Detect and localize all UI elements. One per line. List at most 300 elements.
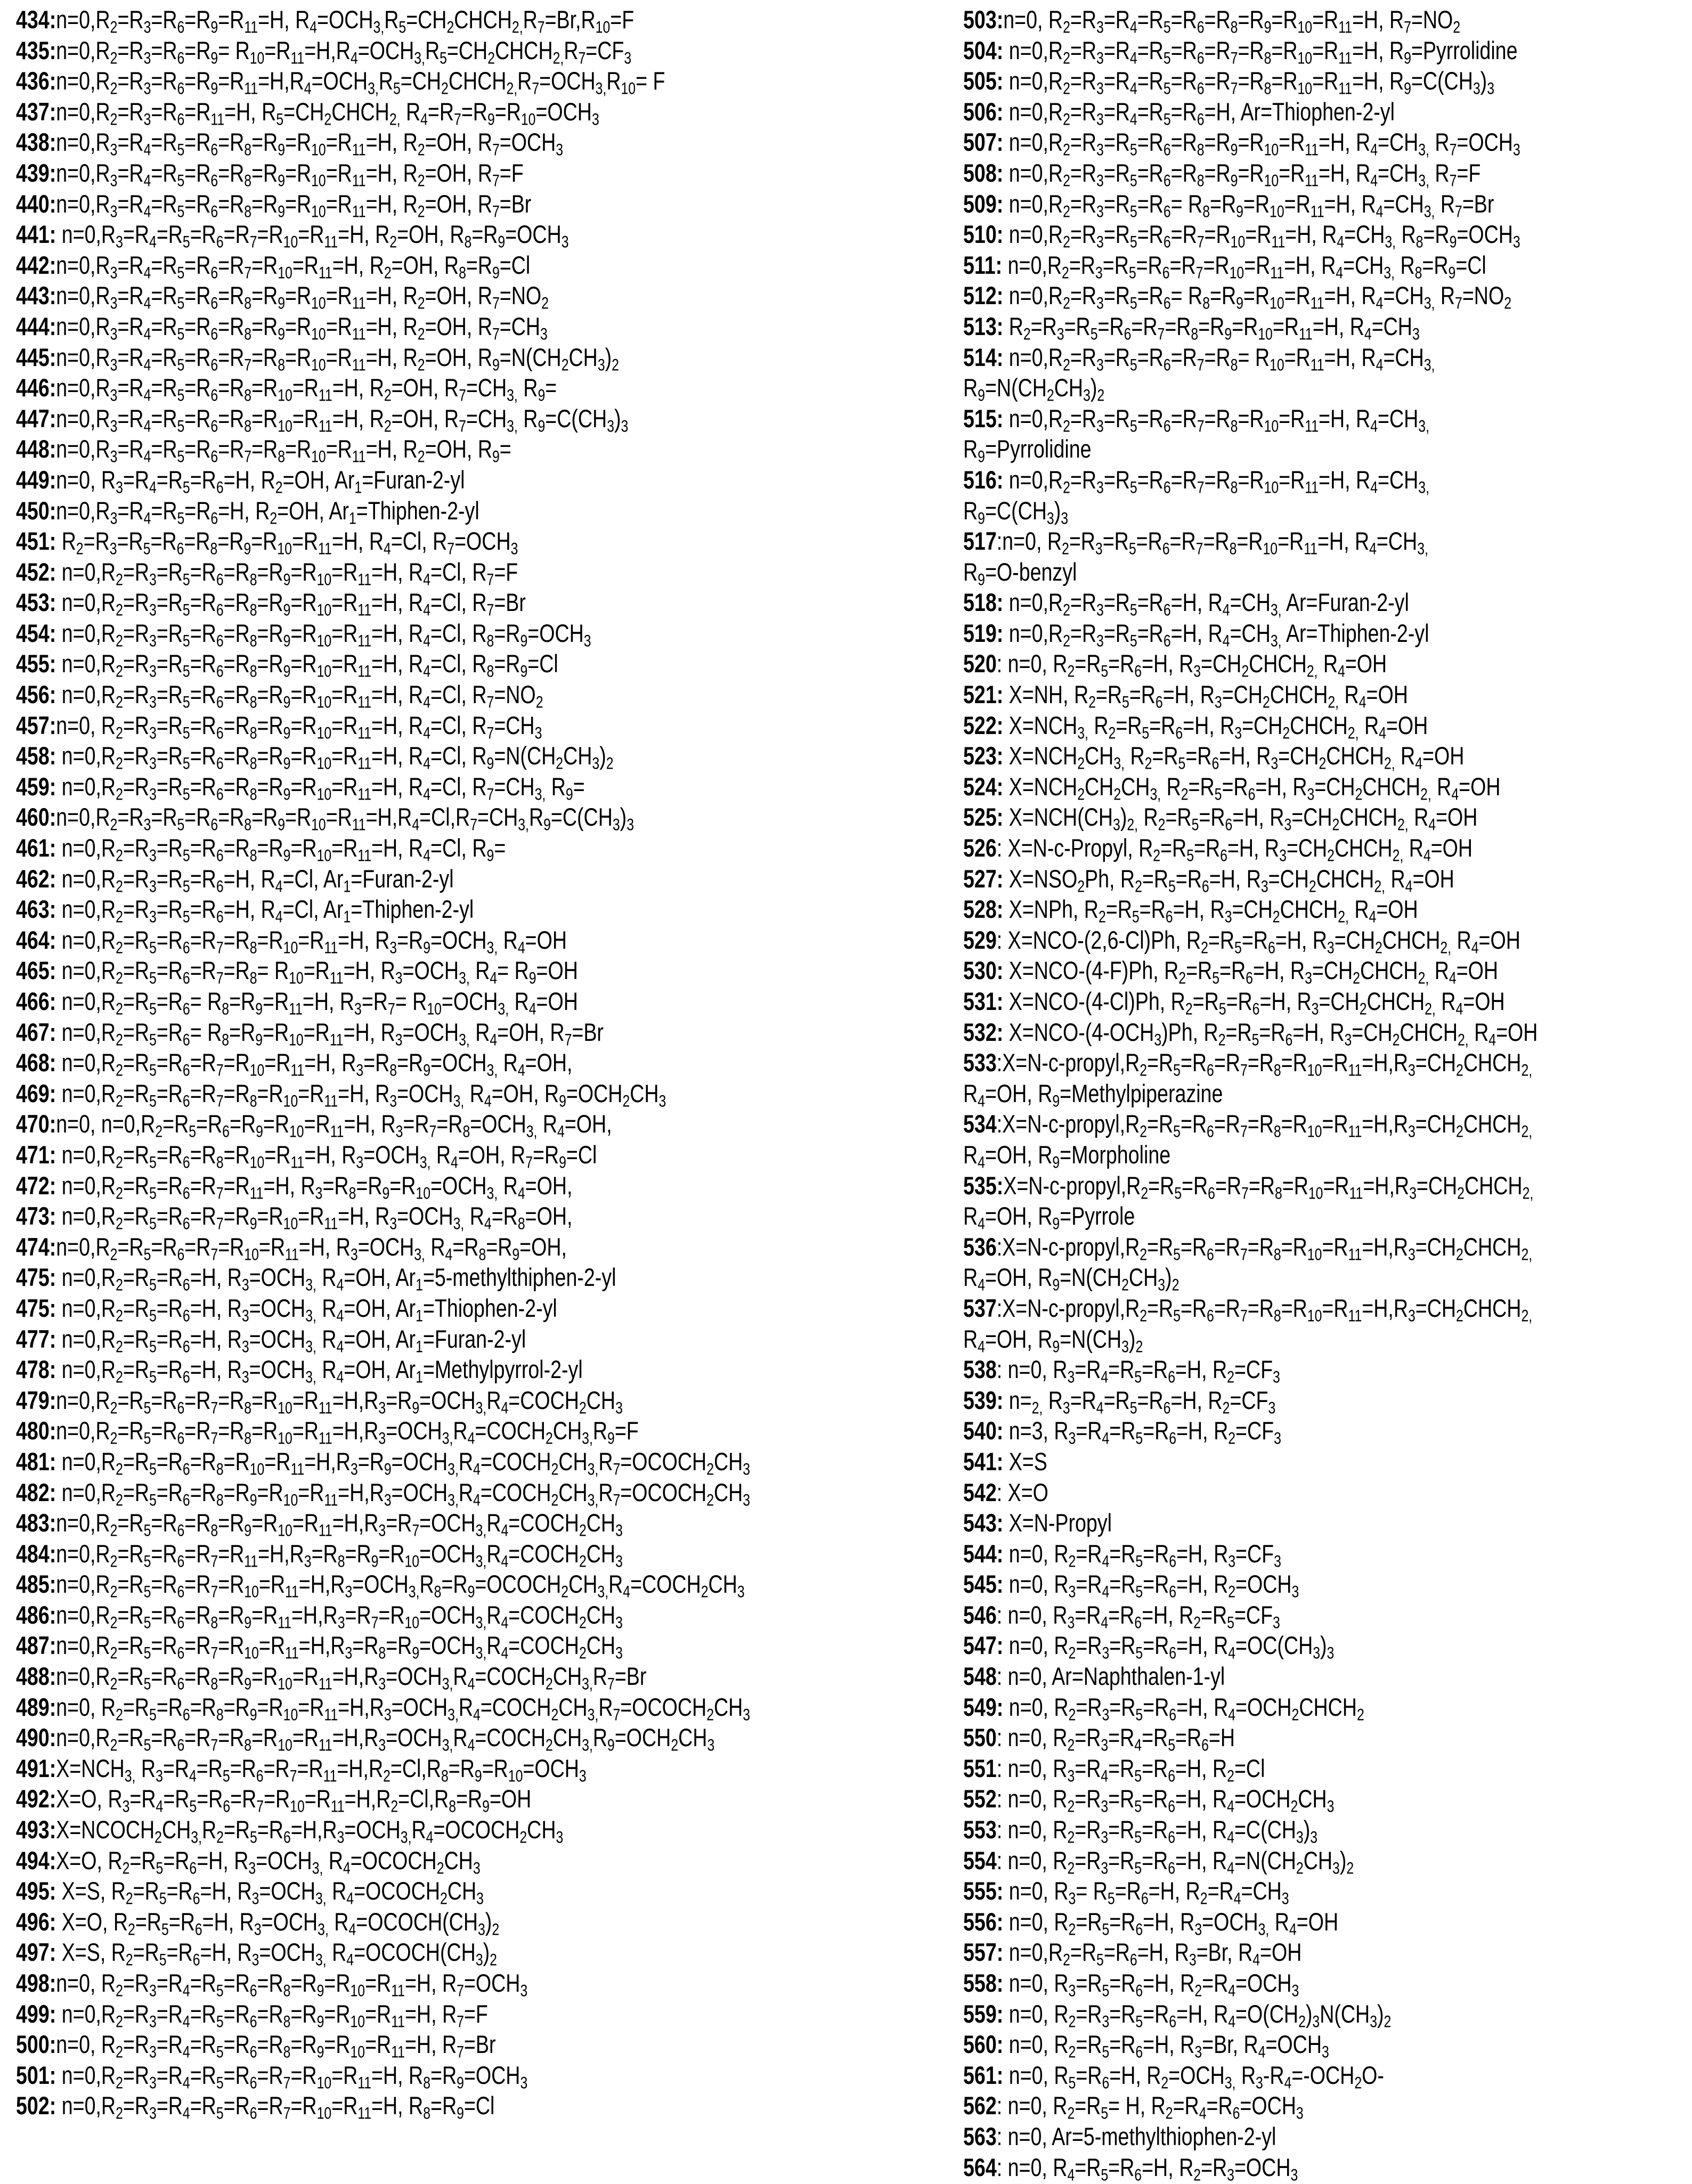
subscript: 6	[1220, 846, 1227, 865]
subscript: 2,	[389, 110, 401, 129]
substituent-definition: :X=N-c-propyl,R2=R5=R6=R7=R8=R10=R11=H,R3=CH2CHCH2,	[996, 1110, 1533, 1142]
subscript: 2	[116, 846, 123, 865]
subscript: 4	[557, 1122, 565, 1142]
substituent-definition: R4=OH, R9=N(CH3)2	[963, 1324, 1143, 1356]
subscript: 7	[447, 539, 455, 558]
subscript: 6	[210, 171, 218, 190]
compound-number: 491:	[16, 1754, 56, 1782]
subscript: 2	[1228, 1429, 1236, 1448]
subscript: 2	[270, 509, 278, 528]
subscript: 3	[1408, 1122, 1416, 1142]
compound-number: 495:	[16, 1877, 56, 1905]
subscript: 11	[1348, 1061, 1362, 1080]
subscript: 4	[336, 1367, 344, 1387]
subscript: 2	[541, 294, 549, 313]
compound-entry	[16, 526, 954, 557]
subscript: 2	[1153, 846, 1161, 865]
subscript: 8	[249, 846, 257, 865]
subscript: 9	[278, 294, 286, 313]
subscript: 6	[1252, 999, 1260, 1018]
subscript: 6	[1267, 938, 1275, 957]
subscript: 2	[561, 1582, 569, 1601]
compound-number: 563	[963, 2122, 997, 2150]
subscript: 9	[249, 1490, 257, 1510]
subscript: 2	[1290, 1797, 1298, 1816]
subscript: 3	[378, 1398, 386, 1417]
subscript: 5	[1173, 1306, 1181, 1325]
subscript: 7	[1404, 18, 1411, 37]
subscript: 9	[1052, 1276, 1060, 1295]
compound-number: 445:	[16, 343, 56, 371]
subscript: 10	[311, 355, 326, 374]
subscript: 2	[546, 1429, 553, 1448]
subscript: 2	[116, 570, 123, 589]
substituent-definition: n=0, R2=R3=R5=R6=H, R4=O(CH2)3N(CH3)2	[1003, 1999, 1392, 2031]
subscript: 4	[1369, 539, 1377, 558]
subscript: 5	[149, 969, 157, 988]
subscript: 2	[1359, 999, 1367, 1018]
subscript: 5	[1102, 2042, 1110, 2061]
subscript: 9	[487, 110, 495, 129]
subscript: 7	[429, 1122, 437, 1142]
subscript: 10	[1264, 417, 1279, 436]
subscript: 4	[1455, 999, 1463, 1018]
subscript: 2,	[1392, 846, 1404, 865]
compound-entry	[16, 1354, 954, 1385]
subscript: 7	[459, 386, 466, 405]
compound-number: 456:	[16, 680, 56, 709]
subscript: 2	[579, 1552, 587, 1571]
subscript: 4	[143, 355, 151, 374]
compound-entry	[963, 1232, 1688, 1262]
subscript: 7	[1449, 171, 1457, 190]
subscript: 9	[283, 723, 291, 743]
subscript: 4	[473, 1460, 481, 1479]
subscript: 1	[348, 509, 356, 528]
substituent-definition: $n=0,R_2=R_5=R_6=R_8=R_9=R_{11}=H,R_3=R_7=R_{10}=OCH_{3,}R_4=COCH_2CH_3$	[56, 1600, 623, 1632]
subscript: 3,	[475, 1552, 487, 1571]
subscript: 10	[283, 938, 298, 957]
compound-entry	[963, 1354, 1688, 1385]
subscript: 6	[216, 600, 224, 620]
substituent-definition: n=0,R2=R5=R6=R7=R10=R11=H,R3=R8=R9=OCH3,R4=COCH2CH3	[56, 1631, 623, 1663]
subscript: 3	[337, 1828, 345, 1847]
subscript: 8	[249, 785, 257, 804]
subscript: 7	[210, 1735, 218, 1755]
subscript: 3	[1194, 1920, 1202, 1939]
subscript: 4	[189, 1766, 197, 1786]
subscript: 2	[116, 1091, 123, 1111]
subscript: 2	[116, 969, 123, 988]
subscript: 3	[1260, 877, 1268, 896]
subscript: 10	[316, 631, 332, 650]
compound-entry	[963, 1507, 1688, 1538]
subscript: 9	[255, 1030, 263, 1049]
compound-number: 470:	[16, 1110, 56, 1138]
compound-entry	[16, 1661, 954, 1692]
compound-number: 461:	[16, 834, 56, 862]
subscript: 10	[278, 386, 292, 405]
compound-entry	[16, 1017, 954, 1048]
subscript: 3	[1473, 79, 1480, 98]
compound-entry	[963, 189, 1688, 219]
subscript: 3,	[408, 1582, 420, 1601]
compound-entry	[16, 1232, 954, 1262]
subscript: 6	[1163, 417, 1171, 436]
subscript: 8	[222, 1030, 230, 1049]
subscript: 2	[1063, 202, 1070, 221]
subscript: 2,	[1425, 999, 1436, 1018]
subscript: 4	[501, 1521, 509, 1540]
compound-number: 556:	[963, 1907, 1004, 1936]
subscript: 3	[1321, 2042, 1329, 2061]
subscript: 2	[1222, 1398, 1230, 1417]
substituent-definition: $n=0,R_3=R_4=R_5=R_6=R_8=R_9=R_{10}=R_{11}=H$, $R_2=OH$, $R_7=CH_3$	[56, 312, 548, 344]
subscript: 7	[578, 48, 586, 68]
subscript: 3	[143, 816, 151, 835]
subscript: 2	[122, 1859, 130, 1878]
subscript: 8	[244, 171, 252, 190]
compound-number: 549:	[963, 1692, 1004, 1721]
compound-entry	[16, 740, 954, 771]
subscript: 11	[357, 785, 372, 804]
subscript: 3	[612, 816, 620, 835]
subscript: 6	[182, 999, 190, 1018]
subscript: 4	[1337, 232, 1345, 251]
subscript: 2	[1063, 79, 1070, 98]
subscript: 3	[395, 1122, 403, 1142]
subscript: 3	[350, 1460, 358, 1479]
subscript: 4	[346, 1951, 354, 1970]
subscript: 3,	[1270, 631, 1282, 650]
subscript: 3,	[191, 1828, 202, 1847]
subscript: 6	[210, 509, 218, 528]
subscript: 3	[1121, 1337, 1129, 1356]
subscript: 2	[1067, 1859, 1075, 1878]
compound-entry	[963, 1415, 1688, 1446]
compound-entry	[16, 1385, 954, 1416]
subscript: 4	[1488, 1030, 1496, 1049]
subscript: 3,	[507, 386, 518, 405]
subscript: 11	[324, 938, 338, 957]
subscript: 2	[1141, 1184, 1149, 1203]
substituent-definition: X=S	[1003, 1447, 1047, 1476]
subscript: 2	[1262, 692, 1270, 712]
subscript: 4	[1415, 754, 1423, 773]
subscript: 10	[1270, 294, 1284, 313]
substituent-definition: n=0,R2=R3=R4=R5=R6=R8=R9=R10=R11=H, R7=F	[56, 1999, 488, 2031]
subscript: 8	[283, 2042, 291, 2061]
subscript: 2	[1355, 785, 1363, 804]
subscript: 8	[216, 1705, 224, 1724]
subscript: 5	[1129, 355, 1137, 374]
subscript: 6	[216, 692, 224, 712]
substituent-definition: X=NCH3, R2=R5=R6=H, R3=CH2CHCH2, R4=OH	[1003, 711, 1428, 743]
subscript: 10	[244, 1245, 259, 1264]
subscript: 11	[1298, 324, 1313, 344]
compound-entry	[963, 1722, 1688, 1753]
subscript: 6	[210, 816, 218, 835]
subscript: 2	[1346, 1859, 1354, 1878]
subscript: 3	[110, 171, 118, 190]
compound-number: 459:	[16, 772, 56, 801]
subscript: 9	[467, 1582, 475, 1601]
subscript: 4	[978, 1091, 985, 1111]
subscript: 9	[371, 1552, 379, 1571]
subscript: 7	[525, 1153, 533, 1172]
subscript: 5	[1135, 1582, 1143, 1601]
compound-entry	[16, 2090, 954, 2121]
subscript: 7	[1157, 324, 1165, 344]
subscript: 10	[249, 1153, 265, 1172]
substituent-definition: n=0, R3=R5=R6=H, R2=R4=OCH3	[1003, 1969, 1299, 2000]
subscript: 2	[1319, 754, 1327, 773]
subscript: 3	[1095, 263, 1103, 282]
subscript: 10	[316, 754, 332, 773]
subscript: 3	[1062, 1398, 1070, 1417]
subscript: 10	[289, 1030, 304, 1049]
subscript: 3	[1291, 1582, 1299, 1601]
subscript: 3,	[1418, 417, 1429, 436]
subscript: 2	[1062, 539, 1069, 558]
subscript: 3	[149, 754, 157, 773]
subscript: 2	[579, 1398, 587, 1417]
subscript: 10	[249, 48, 265, 68]
subscript: 2,	[1521, 1245, 1533, 1264]
substituent-definition: n=0, R2=R4=R5=R6=H, R3=CF3	[1003, 1539, 1281, 1571]
compound-number: 457:	[16, 711, 56, 739]
subscript: 8	[1230, 18, 1238, 37]
subscript: 5	[1135, 1429, 1143, 1448]
subscript: 6	[1207, 1306, 1214, 1325]
subscript: 4	[275, 907, 283, 926]
substituent-definition: $n=0,R_3=R_4=R_5=R_6=R_8=R_9=R_{10}=R_{11}=H$, $R_2=OH$, $R_7=OCH_3$	[56, 128, 564, 160]
subscript: 10	[278, 1674, 292, 1693]
compound-entry	[16, 802, 954, 833]
subscript: 11	[290, 1153, 305, 1172]
subscript: 7	[244, 447, 252, 466]
compound-number: 475:	[16, 1263, 56, 1292]
substituent-definition: $n=0,R_2=R_3=R_5=R_6=H$, $R_4=Cl$, $Ar_1=Thiphen-2-yl$	[56, 895, 474, 926]
subscript: 9	[512, 1245, 520, 1264]
subscript: 4	[412, 816, 420, 835]
subscript: 4	[346, 1889, 354, 1908]
subscript: 5	[1090, 324, 1098, 344]
subscript: 7	[1241, 1184, 1249, 1203]
subscript: 3,	[587, 1490, 599, 1510]
subscript: 3	[122, 1797, 130, 1816]
compound-number: 515:	[963, 404, 1004, 433]
subscript: 6	[1211, 754, 1219, 773]
subscript: 3	[1228, 1552, 1236, 1571]
subscript: 10	[316, 785, 332, 804]
substituent-definition: X=NCO-(4-Cl)Ph, R2=R5=R6=H, R3=CH2CHCH2, R4=OH	[1003, 987, 1505, 1018]
substituent-definition: $n=0,R_3=R_4=R_5=R_6=H$, $R_2=OH$, $Ar_1=Thiphen-2-yl$	[56, 496, 479, 528]
substituent-definition: n=0,R2=R3=R5=R6=R7=R10=R11=H, R4=CH3, R8=R9=Cl	[1002, 250, 1486, 282]
subscript: 2,	[1522, 1184, 1534, 1203]
subscript: 8	[244, 324, 252, 344]
substituent-definition: :n=0, R2=R3=R5=R6=R7=R8=R10=R11=H, R4=CH3,	[996, 527, 1428, 558]
subscript: 3	[110, 509, 118, 528]
subscript: 2	[606, 754, 614, 773]
subscript: 2	[1161, 2073, 1169, 2092]
subscript: 2	[1088, 692, 1096, 712]
subscript: 3	[248, 1859, 256, 1878]
subscript: 6	[256, 1766, 264, 1786]
subscript: 2	[110, 79, 118, 98]
subscript: 6	[1197, 48, 1205, 68]
subscript: 3	[354, 999, 362, 1018]
subscript: 2	[622, 1091, 630, 1111]
subscript: 3,	[442, 1735, 453, 1755]
subscript: 2,	[506, 79, 518, 98]
compound-number: 535:	[963, 1171, 1004, 1200]
compound-entry	[963, 618, 1688, 649]
compound-number: 507:	[963, 128, 1004, 157]
subscript: 4	[143, 386, 151, 405]
substituent-definition: $n=0,R_2=R_5=R_6=R_7=R_8=R_{10}=R_{11}=H,R_3=R_9=OCH_{3,}R_4=COCH_2CH_3$	[56, 1386, 623, 1417]
subscript: 2	[116, 1337, 123, 1356]
subscript: 2	[1374, 938, 1382, 957]
substituent-definition: X=S, R2=R5=R6=H, R3=OCH3, R4=OCOCH2CH3	[56, 1877, 484, 1908]
subscript: 4	[423, 754, 431, 773]
compound-number: 529	[963, 925, 997, 954]
compound-entry	[963, 1293, 1688, 1324]
subscript: 5	[177, 355, 185, 374]
subscript: 3	[143, 79, 151, 98]
subscript: 3	[556, 1828, 564, 1847]
subscript: 4	[420, 110, 428, 129]
subscript: 8	[441, 1766, 449, 1786]
subscript: 2	[383, 1766, 391, 1786]
subscript: 6	[1197, 18, 1205, 37]
subscript: 2	[1201, 938, 1208, 957]
substituent-definition: $n=0,R_2=R_5=R_6=R_7=R_{10}=R_{11}=H$, $R_3=OCH_{3,}$ $R_4=R_8=R_9=OH$,	[56, 1232, 567, 1264]
subscript: 3	[156, 1766, 163, 1786]
compound-number: 466:	[16, 987, 56, 1015]
subscript: 2,	[1397, 816, 1409, 835]
subscript: 3	[476, 1889, 484, 1908]
subscript: 5	[1107, 1889, 1115, 1908]
subscript: 6	[1163, 171, 1171, 190]
subscript: 3	[743, 1460, 751, 1479]
subscript: 5	[156, 1859, 164, 1878]
subscript: 3	[1096, 171, 1104, 190]
subscript: 6	[210, 386, 218, 405]
compound-entry	[963, 955, 1688, 986]
subscript: 10	[595, 18, 611, 37]
subscript: 5	[149, 1306, 157, 1325]
subscript: 9	[565, 785, 573, 804]
compound-number: 446:	[16, 373, 56, 402]
subscript: 3	[591, 110, 599, 129]
subscript: 6	[1135, 1920, 1143, 1939]
subscript: 2	[417, 294, 425, 313]
compound-entry	[16, 1324, 954, 1355]
compound-number: 548	[963, 1662, 997, 1691]
subscript: 3	[520, 1981, 528, 2000]
subscript: 7	[1449, 141, 1457, 160]
subscript: 5	[149, 1184, 157, 1203]
subscript: 5	[143, 1644, 151, 1663]
subscript: 6	[1207, 1122, 1214, 1142]
subscript: 4	[1228, 2012, 1236, 2031]
substituent-definition: X=O, R3=R4=R5=R6=R7=R10=R11=H,R2=Cl,R8=R9=OH	[56, 1784, 532, 1816]
substituent-definition: $n=0,R_2=R_5=R_6= R_8=R_9=R_{10}=R_{11}=H$, $R_3=OCH_{3,}$ $R_4=OH$, $R_7=Br$	[56, 1017, 604, 1049]
compound-entry	[16, 495, 954, 526]
subscript: 5	[1129, 294, 1137, 313]
subscript: 9	[492, 447, 500, 466]
subscript: 2	[116, 1460, 123, 1479]
compound-entry	[963, 35, 1688, 66]
subscript: 5	[1096, 1951, 1104, 1970]
subscript: 3	[149, 785, 157, 804]
subscript: 6	[182, 1184, 190, 1203]
subscript: 10	[278, 263, 292, 282]
subscript: 9	[249, 1214, 257, 1233]
subscript: 3	[534, 723, 542, 743]
compound-number: 465:	[16, 956, 56, 985]
subscript: 4	[1199, 2104, 1207, 2123]
subscript: 7	[1195, 263, 1203, 282]
subscript: 2	[706, 1705, 714, 1724]
subscript: 3	[350, 1245, 358, 1264]
compound-entry	[16, 372, 954, 403]
subscript: 5	[1129, 202, 1137, 221]
subscript: 2	[116, 1367, 123, 1387]
subscript: 7	[216, 1061, 224, 1080]
subscript: 3,	[582, 1674, 593, 1693]
subscript: 11	[391, 2012, 405, 2031]
subscript: 11	[318, 386, 332, 405]
subscript: 6	[189, 1859, 197, 1878]
subscript: 11	[318, 1521, 332, 1540]
compound-entry	[963, 127, 1688, 158]
compound-entry	[16, 96, 954, 127]
subscript: 3	[149, 2104, 157, 2123]
subscript: 2	[1046, 386, 1054, 405]
subscript: 3	[658, 1091, 666, 1111]
subscript: 4	[1284, 2073, 1292, 2092]
compound-entry	[16, 1722, 954, 1753]
compound-number: 504:	[963, 36, 1004, 64]
subscript: 9	[243, 539, 251, 558]
subscript: 5	[143, 1582, 151, 1601]
subscript: 3,	[442, 1429, 453, 1448]
compound-entry	[963, 771, 1688, 802]
subscript: 2	[384, 263, 392, 282]
subscript: 4	[1376, 355, 1384, 374]
subscript: 2	[556, 754, 564, 773]
subscript: 2	[1135, 1337, 1143, 1356]
subscript: 4	[1134, 1735, 1142, 1755]
subscript: 5	[182, 846, 190, 865]
subscript: 5	[149, 1490, 157, 1510]
compound-number: 562	[963, 2091, 997, 2120]
subscript: 10	[1270, 355, 1284, 374]
compound-entry	[16, 587, 954, 618]
subscript: 5	[1214, 785, 1222, 804]
subscript: 9	[978, 386, 985, 405]
subscript: 3,	[368, 79, 379, 98]
subscript: 3,	[305, 1306, 316, 1325]
subscript: 2,	[1374, 877, 1386, 896]
subscript: 4	[1369, 907, 1377, 926]
subscript: 3	[1095, 539, 1103, 558]
compound-number: 512:	[963, 281, 1004, 310]
subscript: 9	[474, 1766, 482, 1786]
subscript: 2	[1282, 723, 1290, 743]
